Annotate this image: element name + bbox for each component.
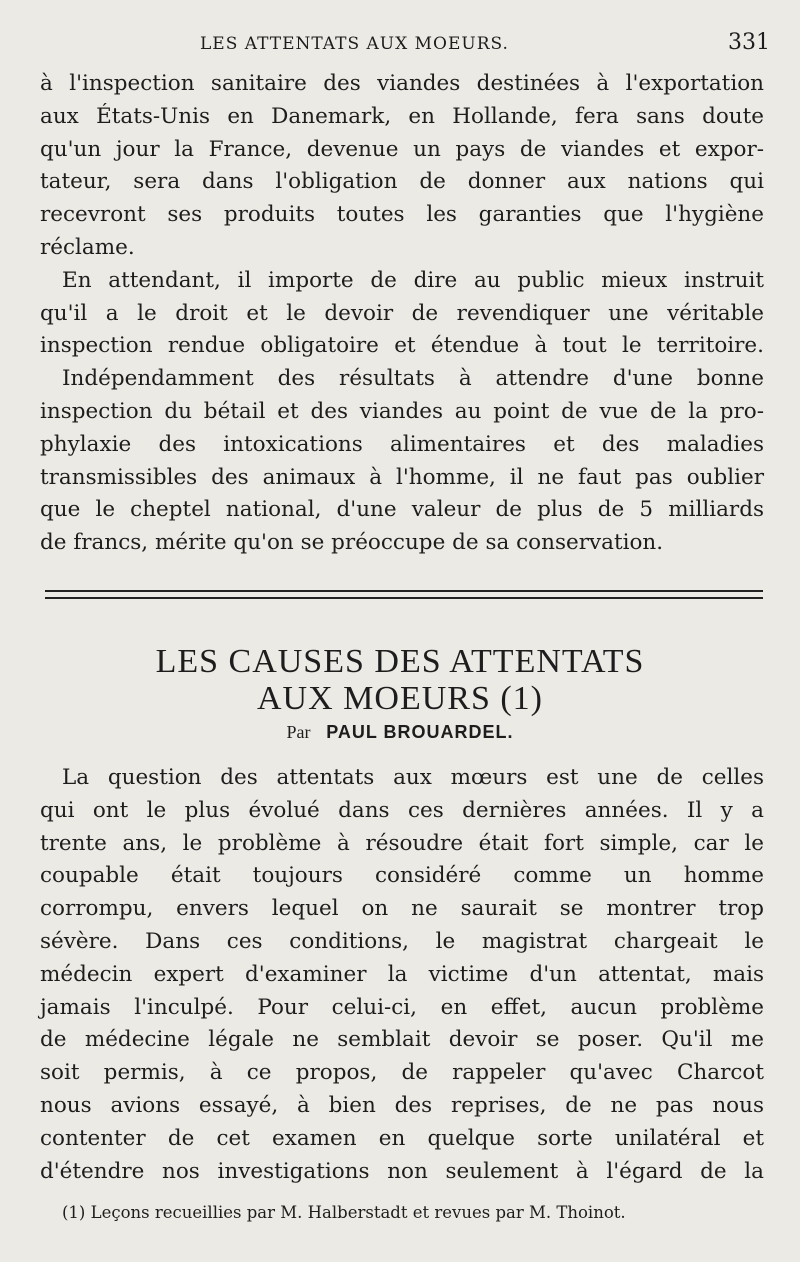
text-line: de médecine légale ne semblait devoir se poser. Qu'il me: [40, 1027, 764, 1053]
text-line: que le cheptel national, d'une valeur de plus de 5 milliards: [40, 497, 764, 523]
text-line: de francs, mérite qu'on se préoccupe de sa conservation.: [40, 530, 664, 556]
article-title-line2: AUX MOEURS (1): [257, 680, 543, 717]
text-line: phylaxie des intoxications alimentaires et des maladies: [40, 431, 764, 457]
section-divider-bottom: [45, 597, 763, 599]
running-head: [40, 28, 770, 58]
text-line: tateur, sera dans l'obligation de donner aux nations qui: [40, 169, 764, 195]
text-line: aux États-Unis en Danemark, en Hollande, fera sans doute: [40, 103, 764, 129]
text-line: réclame.: [40, 234, 135, 260]
text-line: à l'inspection sanitaire des viandes destinées à l'exportation: [40, 71, 764, 96]
article-title-line1: LES CAUSES DES ATTENTATS: [155, 643, 645, 680]
running-head-title: LES ATTENTATS AUX MOEURS.: [200, 34, 509, 54]
text-line: Indépendamment des résultats à attendre d'une bonne: [62, 366, 764, 392]
top-text-block: [40, 68, 764, 560]
page-number: 331: [728, 30, 770, 55]
footnote: (1) Leçons recueillies par M. Halberstadt et revues par M. Thoinot.: [62, 1203, 626, 1222]
byline: [0, 722, 800, 743]
text-line: jamais l'inculpé. Pour celui-ci, en effet, aucun problème: [40, 994, 764, 1020]
text-line: En attendant, il importe de dire au public mieux instruit: [62, 267, 764, 293]
text-line: trente ans, le problème à résoudre était fort simple, car le: [40, 830, 764, 856]
text-line: qu'un jour la France, devenue un pays de viandes et expor-: [40, 136, 764, 162]
body-text-block: [40, 762, 764, 1188]
byline-by: Par: [286, 722, 311, 742]
text-line: corrompu, envers lequel on ne saurait se montrer trop: [40, 896, 764, 922]
text-line: contenter de cet examen en quelque sorte unilatéral et: [40, 1125, 764, 1151]
text-line: d'étendre nos investigations non seulement à l'égard de la: [40, 1158, 764, 1184]
text-line: La question des attentats aux mœurs est une de celles: [62, 765, 764, 790]
text-line: inspection du bétail et des viandes au point de vue de la pro-: [40, 398, 764, 424]
text-line: sévère. Dans ces conditions, le magistrat chargeait le: [40, 928, 764, 954]
text-line: inspection rendue obligatoire et étendue à tout le territoire.: [40, 333, 764, 359]
text-line: nous avions essayé, à bien des reprises, de ne pas nous: [40, 1092, 764, 1118]
section-divider-top: [45, 590, 763, 592]
text-line: qui ont le plus évolué dans ces dernières années. Il y a: [40, 797, 764, 823]
author-name: PAUL BROUARDEL.: [326, 722, 514, 742]
text-line: transmissibles des animaux à l'homme, il ne faut pas oublier: [40, 464, 764, 490]
text-line: qu'il a le droit et le devoir de revendiquer une véritable: [40, 300, 764, 326]
text-line: médecin expert d'examiner la victime d'un attentat, mais: [40, 961, 764, 987]
text-line: coupable était toujours considéré comme un homme: [40, 863, 764, 889]
text-line: soit permis, à ce propos, de rappeler qu'avec Charcot: [40, 1060, 764, 1086]
text-line: recevront ses produits toutes les garanties que l'hygiène: [40, 202, 764, 228]
